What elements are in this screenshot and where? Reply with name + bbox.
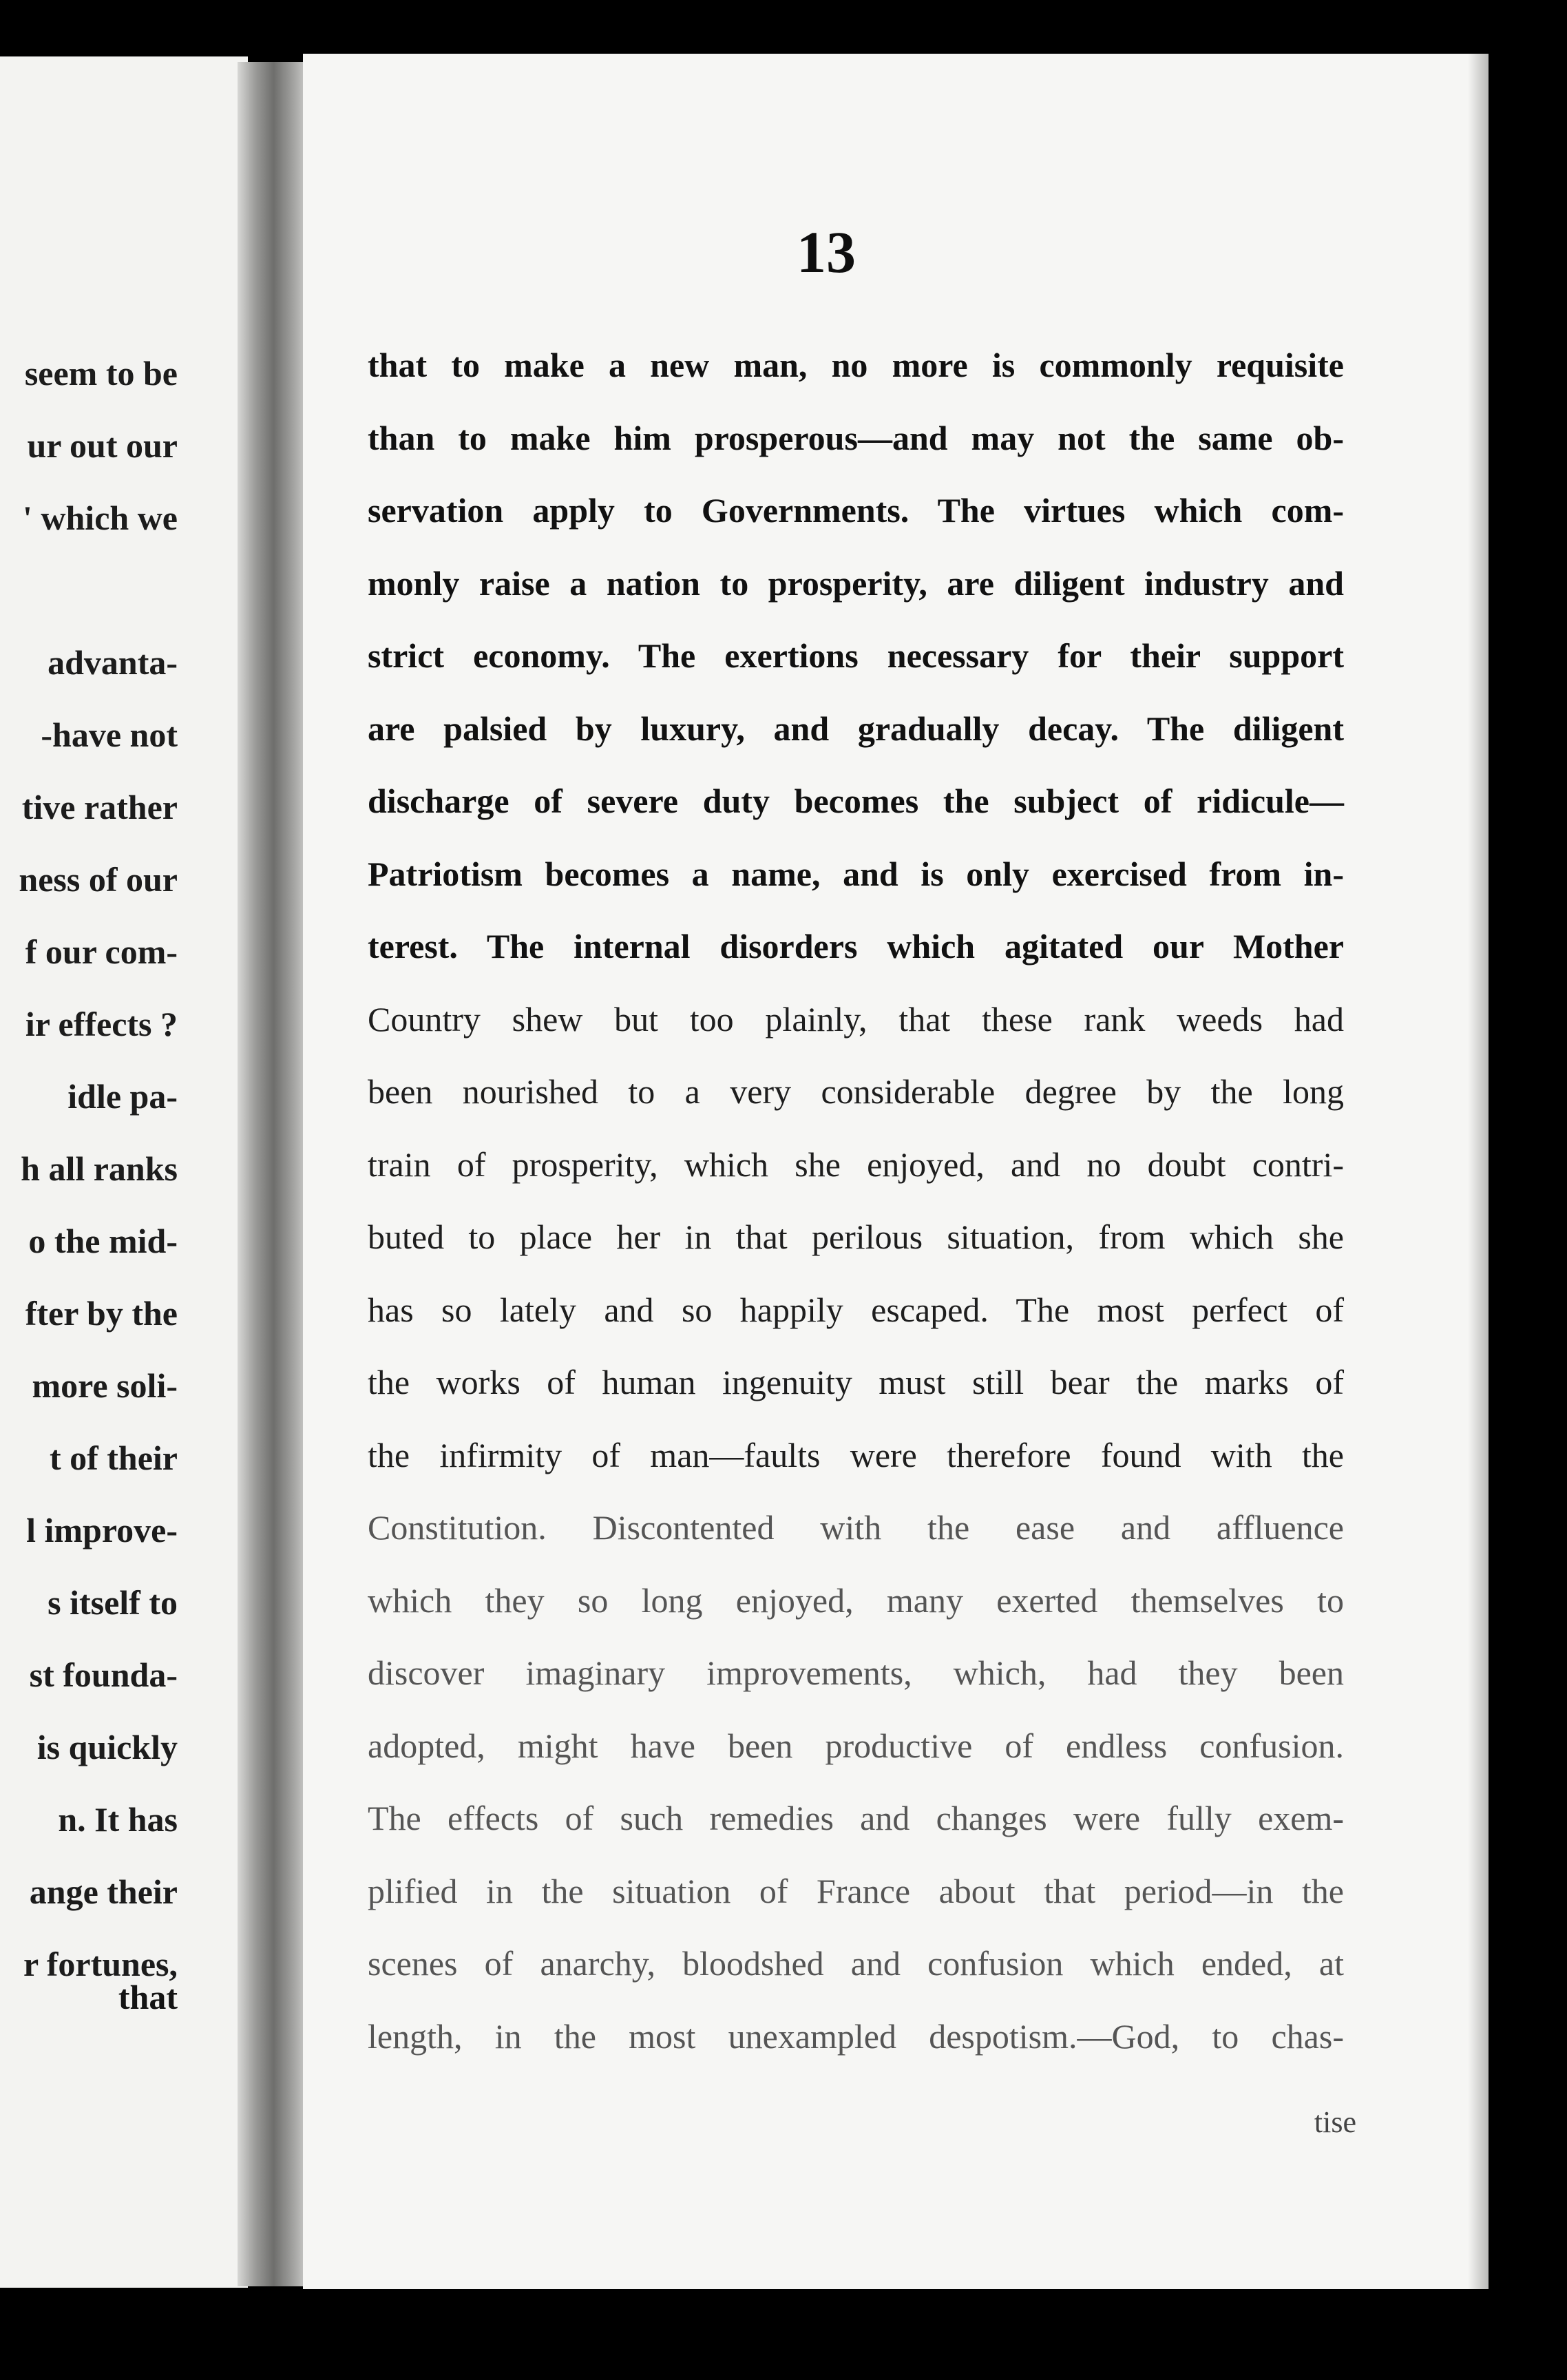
text-line: which they so long enjoyed, many exerted themselves to <box>368 1580 1344 1620</box>
left-line: f our com- <box>25 932 178 971</box>
page-edge-shadow <box>1468 54 1489 2289</box>
left-line: r fortunes, <box>23 1945 178 1983</box>
left-line: h all ranks <box>21 1149 178 1188</box>
text-line: that to make a new man, no more is commonly requisite <box>368 346 1344 384</box>
text-line: length, in the most unexampled despotism.—God, to chas- <box>368 2016 1344 2056</box>
text-line: Country shew but too plainly, that these rank weeds had <box>368 999 1344 1038</box>
page-number: 13 <box>797 219 856 285</box>
text-line: the infirmity of man—faults were therefore found with the <box>368 1435 1344 1474</box>
left-line: idle pa- <box>67 1077 178 1116</box>
text-line: buted to place her in that perilous situation, from which she <box>368 1218 1344 1256</box>
text-line: train of prosperity, which she enjoyed, and no doubt contri- <box>368 1145 1344 1184</box>
text-line: has so lately and so happily escaped. The most perfect of <box>368 1290 1344 1329</box>
left-line: ange their <box>29 1872 178 1911</box>
left-line: st founda- <box>29 1656 178 1694</box>
left-line: -have not <box>41 716 178 754</box>
left-line: ' which we <box>23 499 178 537</box>
text-line: discover imaginary improvements, which, had they been <box>368 1653 1344 1692</box>
left-line: is quickly <box>36 1728 178 1766</box>
left-page-text <box>0 337 178 2014</box>
left-line: seem to be <box>24 354 178 393</box>
left-line <box>0 554 178 627</box>
left-line: ur out our <box>27 426 178 465</box>
text-line: strict economy. The exertions necessary for their support <box>368 636 1344 675</box>
text-line: the works of human ingenuity must still bear the marks of <box>368 1363 1344 1401</box>
text-line: than to make him prosperous—and may not the same ob- <box>368 418 1344 457</box>
text-line: are palsied by luxury, and gradually decay. The diligent <box>368 709 1344 748</box>
text-line: discharge of severe duty becomes the subject of ridicule— <box>368 782 1344 820</box>
left-line: ness of our <box>19 860 178 899</box>
left-line: tive rather <box>21 788 178 826</box>
left-facing-page <box>0 56 248 2288</box>
left-line: l improve- <box>26 1511 178 1549</box>
left-catchword: that <box>118 1978 178 2016</box>
text-line: scenes of anarchy, bloodshed and confusion which ended, at <box>368 1944 1344 1983</box>
left-line: n. It has <box>58 1800 178 1839</box>
left-line: s itself to <box>48 1583 178 1622</box>
catchword: tise <box>1314 2105 1356 2139</box>
text-line: plified in the situation of France about that period—in the <box>368 1871 1344 1910</box>
text-line: The effects of such remedies and changes were fully exem- <box>368 1799 1344 1837</box>
text-line: terest. The internal disorders which agitated our Mother <box>368 927 1344 965</box>
left-line: fter by the <box>25 1294 178 1333</box>
left-line: advanta- <box>48 643 178 682</box>
left-line: o the mid- <box>28 1222 178 1260</box>
text-line: adopted, might have been productive of endless confusion. <box>368 1726 1344 1765</box>
left-line: t of their <box>49 1439 178 1477</box>
text-line: servation apply to Governments. The virtues which com- <box>368 491 1344 530</box>
left-line: ir effects ? <box>25 1005 178 1043</box>
text-line: monly raise a nation to prosperity, are diligent industry and <box>368 563 1344 603</box>
text-line: Patriotism becomes a name, and is only exercised from in- <box>368 854 1344 893</box>
text-line: Constitution. Discontented with the ease and affluence <box>368 1508 1344 1547</box>
right-page <box>303 54 1489 2289</box>
text-line: been nourished to a very considerable degree by the long <box>368 1072 1344 1111</box>
book-gutter-shadow <box>238 62 310 2286</box>
left-line: more soli- <box>32 1366 178 1405</box>
page-body-text <box>368 329 1344 2073</box>
